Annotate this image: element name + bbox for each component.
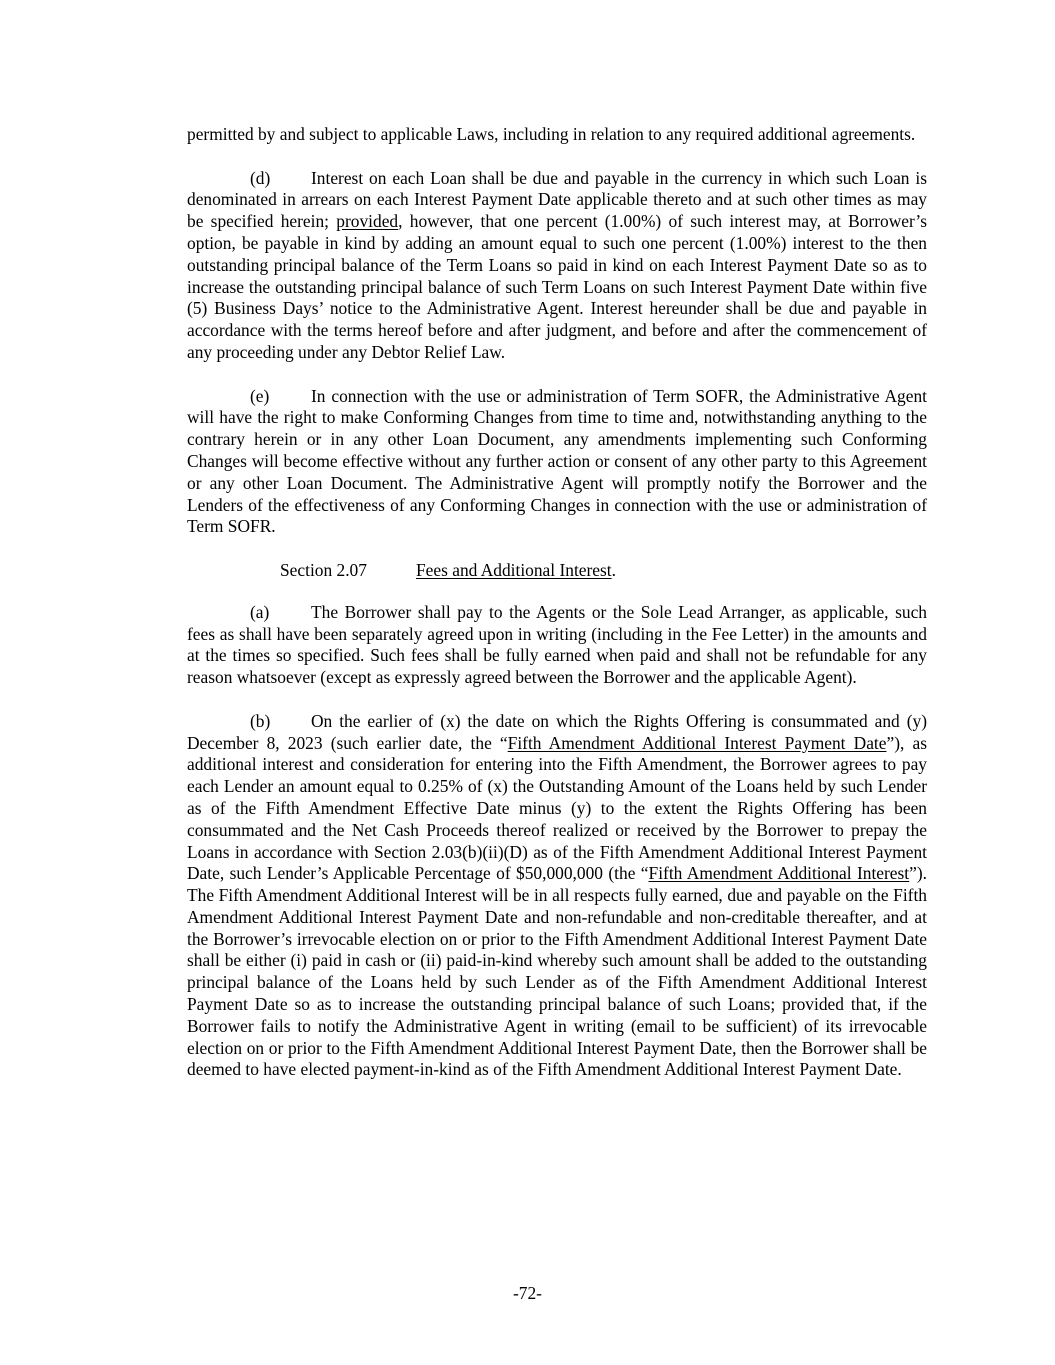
paragraph-a: (a) The Borrower shall pay to the Agents or the Sole Lead Arranger, as applicable, such fees as shall have been separately agreed upon in writing (including in the Fee Letter) in the amounts and at the times so specified. Such fees shall be fully earned when paid and shall not be refundable for any reason whatsoever (except as expressly agreed between the Borrower and the applicable Agent). — [187, 601, 927, 688]
section-number: Section 2.07 — [280, 559, 367, 580]
defined-term: Fifth Amendment Additional Interest — [648, 863, 910, 884]
paragraph-marker: (d) — [250, 167, 271, 188]
page-number: -72- — [513, 1283, 542, 1303]
provided-term: provided — [336, 211, 399, 232]
paragraph-continuation: permitted by and subject to applicable Laws, including in relation to any required additional agreements. — [187, 124, 916, 144]
section-title: Fees and Additional Interest — [416, 559, 612, 580]
paragraph-d: (d) Interest on each Loan shall be due and payable in the currency in which such Loan is denominated in arrears on each Interest Payment Date applicable thereto and at such other times as may be specified herein; provided, however, that one percent (1.00%) of such interest may, at Borrower’s option, be payable in kind by adding an amount equal to such one percent (1.00%) interest to the then outstanding principal balance of the Term Loans so paid in kind on each Interest Payment Date so as to increase the outstanding principal balance of such Term Loans on such Interest Payment Date within five (5) Business Days’ notice to the Administrative Agent. Interest hereunder shall be due and payable in accordance with the terms hereof before and after judgment, and before and after the commencement of any proceeding under any Debtor Relief Law. — [187, 167, 928, 362]
paragraph-marker: (b) — [250, 710, 271, 731]
document-page — [187, 124, 927, 1103]
section-heading: Section 2.07 Fees and Additional Interest. — [280, 559, 616, 580]
paragraph-marker: (a) — [250, 601, 270, 622]
paragraph-e: (e) In connection with the use or administration of Term SOFR, the Administrative Agent will have the right to make Conforming Changes from time to time and, notwithstanding anything to the contrary herein or in any other Loan Document, any amendments implementing such Conforming Changes will become effective without any further action or consent of any other party to this Agreement or any other Loan Document. The Administrative Agent will promptly notify the Borrower and the Lenders of the effectiveness of any Conforming Changes in connection with the use or administration of Term SOFR. — [187, 385, 927, 537]
defined-term: Fifth Amendment Additional Interest Payment Date — [507, 732, 887, 753]
paragraph-marker: (e) — [250, 385, 270, 406]
paragraph-b: (b) On the earlier of (x) the date on which the Rights Offering is consummated and (y) December 8, 2023 (such earlier date, the “Fifth Amendment Additional Interest Payment Date”), as additional interest and consideration for entering into the Fifth Amendment, the Borrower agrees to pay each Lender an amount equal to 0.25% of (x) the Outstanding Amount of the Loans held by such Lender as of the Fifth Amendment Effective Date minus (y) to the extent the Rights Offering has been consummated and the Net Cash Proceeds thereof realized or received by the Borrower to prepay the Loans in accordance with Section 2.03(b)(ii)(D) as of the Fifth Amendment Additional Interest Payment Date, such Lender’s Applicable Percentage of $50,000,000 (the “Fifth Amendment Additional Interest”). The Fifth Amendment Additional Interest will be in all respects fully earned, due and payable on the Fifth Amendment Additional Interest Payment Date and non-refundable and non-creditable thereafter, and at the Borrower’s irrevocable election on or prior to the Fifth Amendment Additional Interest Payment Date shall be either (i) paid in cash or (ii) paid-in-kind whereby such amount shall be added to the outstanding principal balance of the Loans held by such Lender as of the Fifth Amendment Additional Interest Payment Date so as to increase the outstanding principal balance of such Loans; provided that, if the Borrower fails to notify the Administrative Agent in writing (email to be sufficient) of its irrevocable election on or prior to the Fifth Amendment Additional Interest Payment Date, then the Borrower shall be deemed to have elected payment-in-kind as of the Fifth Amendment Additional Interest Payment Date. — [187, 710, 927, 1080]
